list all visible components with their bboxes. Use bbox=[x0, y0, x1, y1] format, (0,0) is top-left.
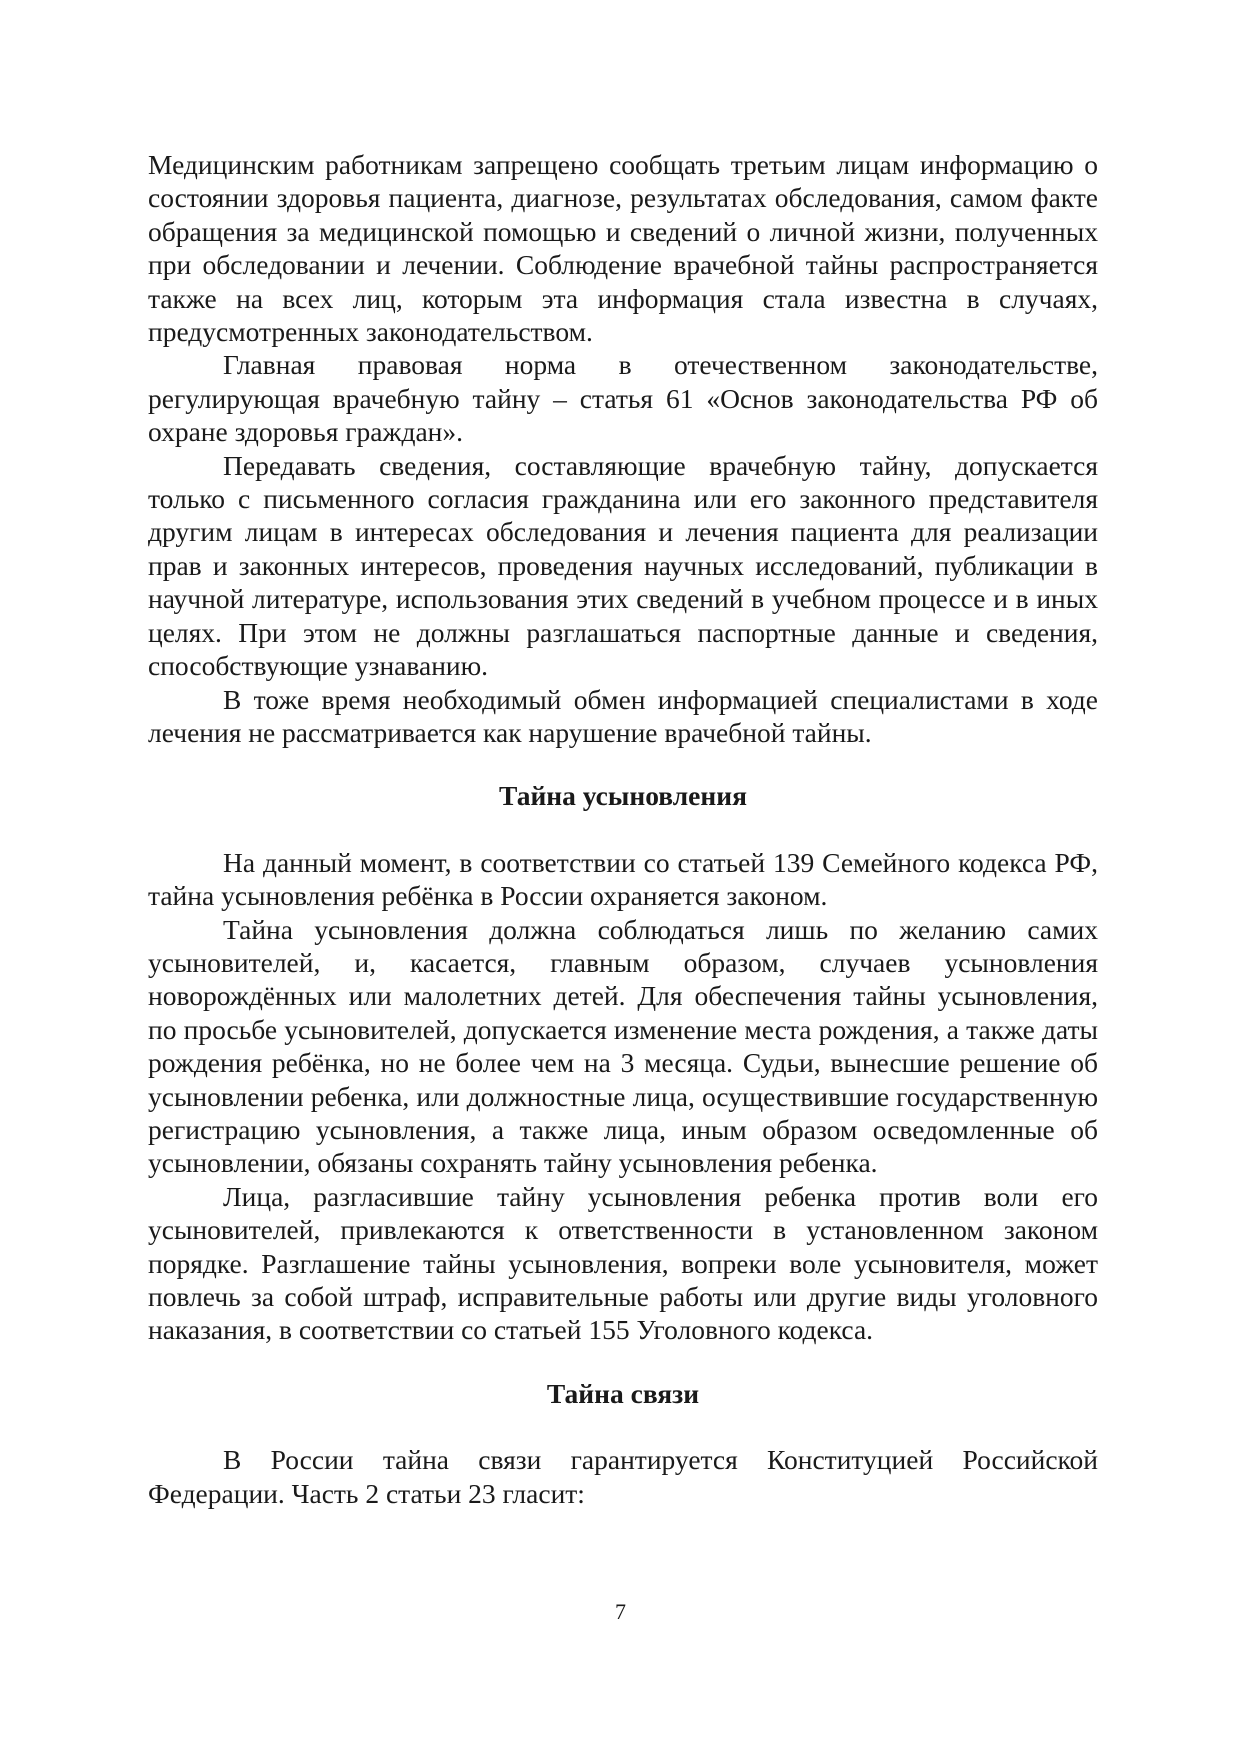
paragraph-medical-secrecy-intro: Медицинским работникам запрещено сообщать третьим лицам информацию о состоянии здоровья пациента, диагнозе, результатах обследования, самом факте обращения за медицинской помощью и сведений о личной жизни, полученных при обследовании и лечении. Соблюдение врачебной тайны распространяется также на всех лиц, которым эта информация стала известна в случаях, предусмотренных законодательством. bbox=[148, 149, 1098, 348]
page-number: 7 bbox=[615, 1599, 626, 1624]
heading-communication-secrecy: Тайна связи bbox=[546, 1377, 700, 1409]
paragraph-adoption-liability: Лица, разгласившие тайну усыновления ребенка против воли его усыновителей, привлекаются к ответственности в установленном законом порядке. Разглашение тайны усыновления, вопреки воле усыновителя, может повлечь за собой штраф, исправительные работы или другие виды уголовного наказания, в соответствии со статьей 155 Уголовного кодекса. bbox=[148, 1180, 1098, 1346]
paragraph-information-exchange: В тоже время необходимый обмен информацией специалистами в ходе лечения не рассматривается как нарушение врачебной тайны. bbox=[148, 683, 1098, 748]
paragraph-disclosure-conditions: Передавать сведения, составляющие врачебную тайну, допускается только с письменного согласия гражданина или его законного представителя другим лицам в интересах обследования и лечения пациента для реализации прав и законных интересов, проведения научных исследований, публикации в научной литературе, использования этих сведений в учебном процессе и в иных целях. При этом не должны разглашаться паспортные данные и сведения, способствующие узнаванию. bbox=[148, 449, 1098, 682]
paragraph-communication-constitution: В России тайна связи гарантируется Конституцией Российской Федерации. Часть 2 статьи 23 гласит: bbox=[148, 1444, 1098, 1509]
document-page bbox=[148, 148, 1098, 1510]
paragraph-adoption-law: На данный момент, в соответствии со статьей 139 Семейного кодекса РФ, тайна усыновления ребёнка в России охраняется законом. bbox=[148, 846, 1098, 912]
heading-adoption-secrecy: Тайна усыновления bbox=[499, 780, 747, 812]
paragraph-adoption-conditions: Тайна усыновления должна соблюдаться лишь по желанию самих усыновителей, и, касается, главным образом, случаев усыновления новорождённых или малолетних детей. Для обеспечения тайны усыновления, по просьбе усыновителей, допускается изменение места рождения, а также даты рождения ребёнка, но не более чем на 3 месяца. Судьи, вынесшие решение об усыновлении ребенка, или должностные лица, осуществившие государственную регистрацию усыновления, а также лица, иным образом осведомленные об усыновлении, обязаны сохранять тайну усыновления ребенка. bbox=[148, 913, 1098, 1179]
paragraph-legal-norm: Главная правовая норма в отечественном законодательстве, регулирующая врачебную тайну – статья 61 «Основ законодательства РФ об охране здоровья граждан». bbox=[148, 349, 1098, 448]
